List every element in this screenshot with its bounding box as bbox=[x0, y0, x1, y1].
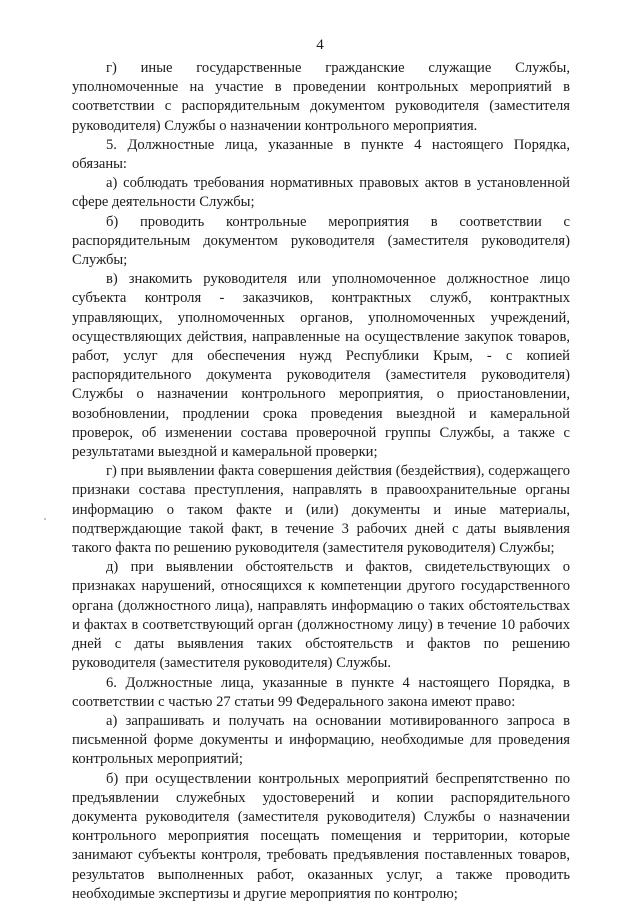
paragraph-5-heading: 5. Должностные лица, указанные в пункте 4 настоящего Порядка, обязаны: bbox=[72, 136, 570, 173]
paragraph-6a: а) запрашивать и получать на основании мотивированного запроса в письменной форме документы и информацию, необходимые для проведения контрольных мероприятий; bbox=[72, 712, 570, 768]
margin-mark bbox=[44, 518, 46, 520]
paragraph-5d: д) при выявлении обстоятельств и фактов, свидетельствующих о признаках нарушений, относящихся к компетенции другого государственного органа (должностного лица), направлять информацию о таких обстоятельствах и фактах в соответствующий орган (должностному лицу) в течение 10 рабочих дней с даты выявления таких обстоятельств и фактов по решению руководителя (заместителя руководителя) Службы. bbox=[72, 559, 570, 672]
paragraph-6-heading: 6. Должностные лица, указанные в пункте 4 настоящего Порядка, в соответствии с частью 27 статьи 99 Федерального закона имеют право: bbox=[72, 674, 570, 710]
paragraph-5g: г) при выявлении факта совершения действия (бездействия), содержащего признаки состава преступления, направлять в правоохранительные органы информацию о таком факте и (или) документы и иные материалы, подтверждающие такой факт, в течение 3 рабочих дней с даты выявления такого факта по решению руководителя (заместителя руководителя) Службы; bbox=[72, 463, 570, 557]
paragraph-item-g-civil-servants: г) иные государственные гражданские служащие Службы, уполномоченные на участие в проведении контрольных мероприятий в соответствии с распорядительным документом руководителя (заместителя руководителя) Службы о назначении контрольного мероприятия. bbox=[72, 60, 570, 134]
paragraph-5a: а) соблюдать требования нормативных правовых актов в установленной сфере деятельности Службы; bbox=[72, 175, 570, 211]
page-number: 4 bbox=[316, 37, 324, 53]
document-body bbox=[72, 59, 570, 904]
paragraph-6b: б) при осуществлении контрольных мероприятий беспрепятственно по предъявлении служебных удостоверений и копии распорядительного документа руководителя (заместителя руководителя) Службы о назначении контрольного мероприятия посещать помещения и территории, которые занимают субъекты контроля, требовать предъявления поставленных товаров, результатов выполненных работ, оказанных услуг, а также проводить необходимые экспертизы и другие мероприятия по контролю; bbox=[72, 770, 570, 902]
paragraph-5b: б) проводить контрольные мероприятия в соответствии с распорядительным документом руководителя (заместителя руководителя) Службы; bbox=[72, 213, 570, 269]
paragraph-5v: в) знакомить руководителя или уполномоченное должностное лицо субъекта контроля - заказчиков, контрактных служб, контрактных управляющих, уполномоченных органов, уполномоченных учреждений, осуществляющих действия, направленные на осуществление закупок товаров, работ, услуг для обеспечения нужд Республики Крым, - с копией распорядительного документа руководителя (заместителя руководителя) Службы о назначении контрольного мероприятия, о приостановлении, возобновлении, продлении срока проведения выездной и камеральной проверок, об изменении состава проверочной группы Службы, а также с результатами выездной и камеральной проверки; bbox=[72, 271, 570, 461]
